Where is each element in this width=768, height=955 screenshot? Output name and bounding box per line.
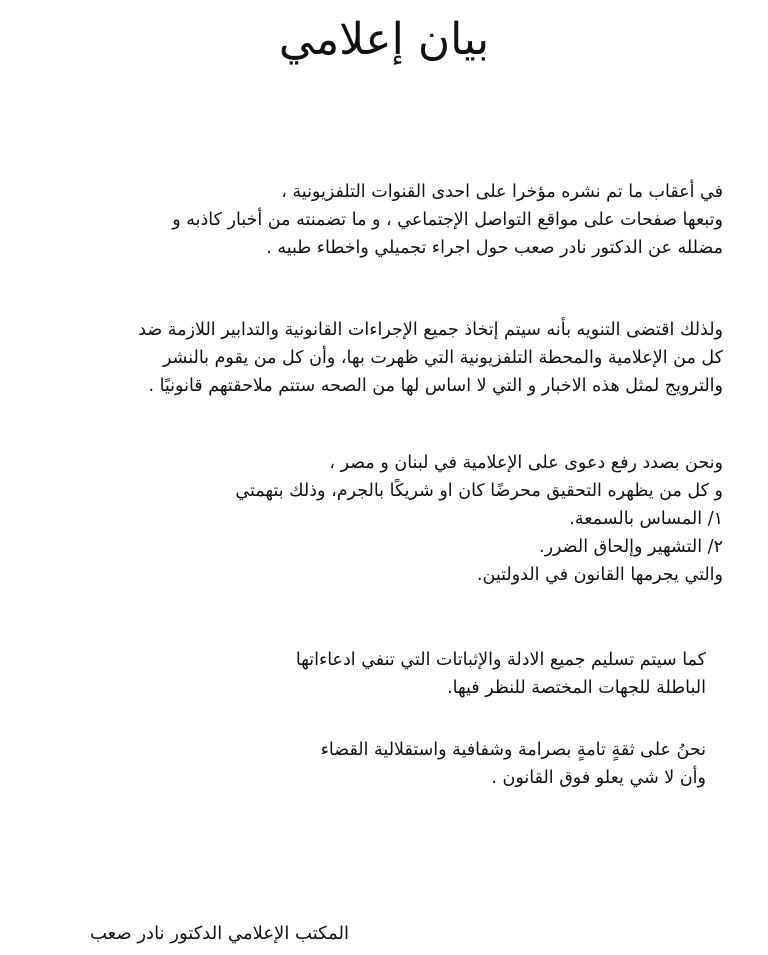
paragraph-trust xyxy=(16,736,706,792)
paragraph-legal-action xyxy=(33,316,723,400)
paragraph-evidence xyxy=(16,646,706,702)
paragraph-line: كل من الإعلامية والمحطة التلفزيونية التي ظهرت بها، وأن كل من يقوم بالنشر xyxy=(162,348,723,368)
paragraph-line: ونحن بصدد رفع دعوى على الإعلامية في لبنان و مصر ، xyxy=(329,453,723,473)
paragraph-line: والترويج لمثل هذه الاخبار و التي لا اساس لها من الصحه ستتم ملاحقتهم قانونيًا . xyxy=(148,376,723,396)
paragraph-line: والتي يجرمها القانون في الدولتين. xyxy=(476,565,723,585)
paragraph-intro xyxy=(33,178,723,262)
paragraph-line: مضلله عن الدكتور نادر صعب حول اجراء تجميلي واخطاء طبيه . xyxy=(266,238,723,258)
paragraph-line: ١/ المساس بالسمعة. xyxy=(569,509,723,529)
paragraph-line: نحنُ على ثقةٍ تامةٍ بصرامة وشفافية واستقلالية القضاء xyxy=(320,740,706,760)
paragraph-line: الباطلة للجهات المختصة للنظر فيها. xyxy=(447,678,706,698)
paragraph-line: وتبعها صفحات على مواقع التواصل الإجتماعي ، و ما تضمنته من أخبار كاذبه و xyxy=(172,210,723,230)
paragraph-line: وأن لا شي يعلو فوق القانون . xyxy=(491,768,706,788)
signature: المكتب الإعلامي الدكتور نادر صعب xyxy=(90,923,349,944)
document-title: بيان إعلامي xyxy=(278,14,490,65)
paragraph-line: و كل من يظهره التحقيق محرضًا كان او شريكًا بالجرم، وذلك بتهمتي xyxy=(235,481,723,501)
paragraph-line: ولذلك اقتضى التنويه بأنه سيتم إتخاذ جميع الإجراءات القانونية والتدابير اللازمة ضد xyxy=(138,320,723,340)
paragraph-line: ٢/ التشهير وإلحاق الضرر. xyxy=(539,537,723,557)
paragraph-line: في أعقاب ما تم نشره مؤخرا على احدى القنوات التلفزيونية ، xyxy=(281,182,723,202)
paragraph-line: كما سيتم تسليم جميع الادلة والإثباتات التي تنفي ادعاءاتها xyxy=(295,650,706,670)
paragraph-lawsuit xyxy=(33,449,723,589)
